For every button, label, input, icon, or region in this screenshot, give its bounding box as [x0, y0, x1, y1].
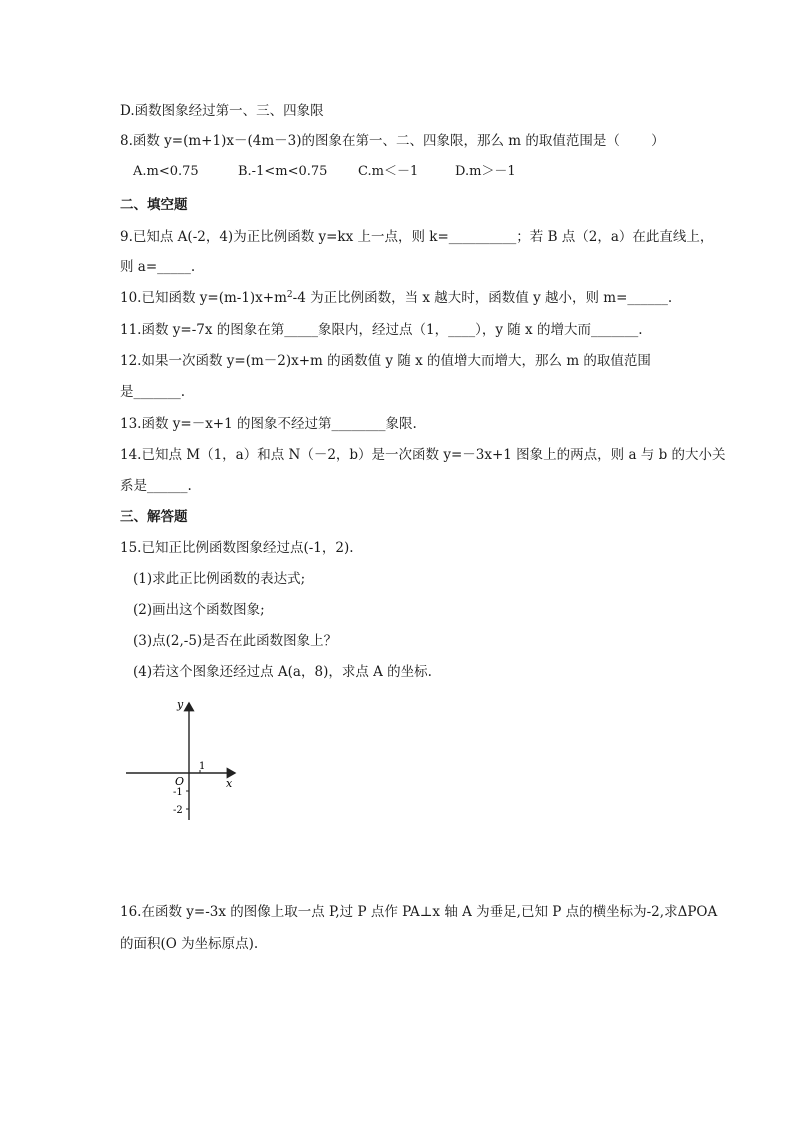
y-axis-label: y	[177, 698, 184, 711]
question-13: 13.函数 y=－x+1 的图象不经过第________象限.	[120, 416, 417, 432]
y-tick-label-minus-2: -2	[173, 805, 183, 816]
question-9-line-1: 9.已知点 A(-2，4)为正比例函数 y=kx 上一点，则 k=__________；若 B 点（2，a）在此直线上，	[120, 229, 714, 245]
q8-option-a: A.m<0.75	[133, 164, 199, 179]
q8-option-b: B.-1<m<0.75	[238, 164, 328, 179]
x-tick-label-1: 1	[199, 761, 206, 772]
question-9-line-2: 则 a=_____.	[120, 259, 196, 275]
q8-option-c: C.m＜－1	[358, 164, 419, 179]
question-12-line-1: 12.如果一次函数 y=(m－2)x+m 的函数值 y 随 x 的值增大而增大，那么 m 的取值范围	[120, 353, 651, 369]
question-14-line-1: 14.已知点 M（1，a）和点 N（－2，b）是一次函数 y=－3x+1 图象上的两点，则 a 与 b 的大小关	[120, 447, 726, 463]
question-10	[120, 289, 672, 307]
question-16-line-1: 16.在函数 y=-3x 的图像上取一点 P,过 P 点作 PA⊥x 轴 A 为垂足,已知 P 点的横坐标为-2,求ΔPOA	[120, 904, 718, 920]
question-12-line-2: 是_______.	[120, 384, 186, 400]
q10-exponent: 2	[286, 290, 293, 300]
q10-text-post: -4 为正比例函数，当 x 越大时，函数值 y 越小，则 m=______.	[292, 290, 673, 306]
q15-part-1: (1)求此正比例函数的表达式;	[133, 571, 306, 587]
question-16-line-2: 的面积(O 为坐标原点).	[120, 936, 259, 952]
section-2-heading: 二、填空题	[120, 197, 188, 213]
origin-label: O	[175, 775, 185, 788]
q10-text-pre: 10.已知函数 y=(m-1)x+m	[120, 290, 287, 306]
q7-option-d: D.函数图象经过第一、三、四象限	[120, 103, 324, 119]
question-15: 15.已知正比例函数图象经过点(-1，2).	[120, 540, 354, 556]
q15-part-2: (2)画出这个函数图象;	[133, 602, 265, 618]
question-8: 8.函数 y=(m+1)x－(4m－3)的图象在第一、二、四象限，那么 m 的取值范围是（ ）	[120, 133, 665, 149]
q15-part-3: (3)点(2,-5)是否在此函数图象上？	[133, 633, 338, 649]
x-axis-label: x	[226, 777, 233, 790]
q15-part-4: (4)若这个图象还经过点 A(a，8)，求点 A 的坐标.	[133, 664, 432, 680]
y-tick-label-minus-1: -1	[173, 787, 183, 798]
question-14-line-2: 系是______.	[120, 478, 192, 494]
question-11: 11.函数 y=-7x 的图象在第_____象限内，经过点（1，____），y 随 x 的增大而_______.	[120, 322, 643, 338]
section-3-heading: 三、解答题	[120, 509, 188, 525]
coordinate-axes-figure	[122, 697, 242, 822]
q8-option-d: D.m＞－1	[455, 164, 516, 179]
